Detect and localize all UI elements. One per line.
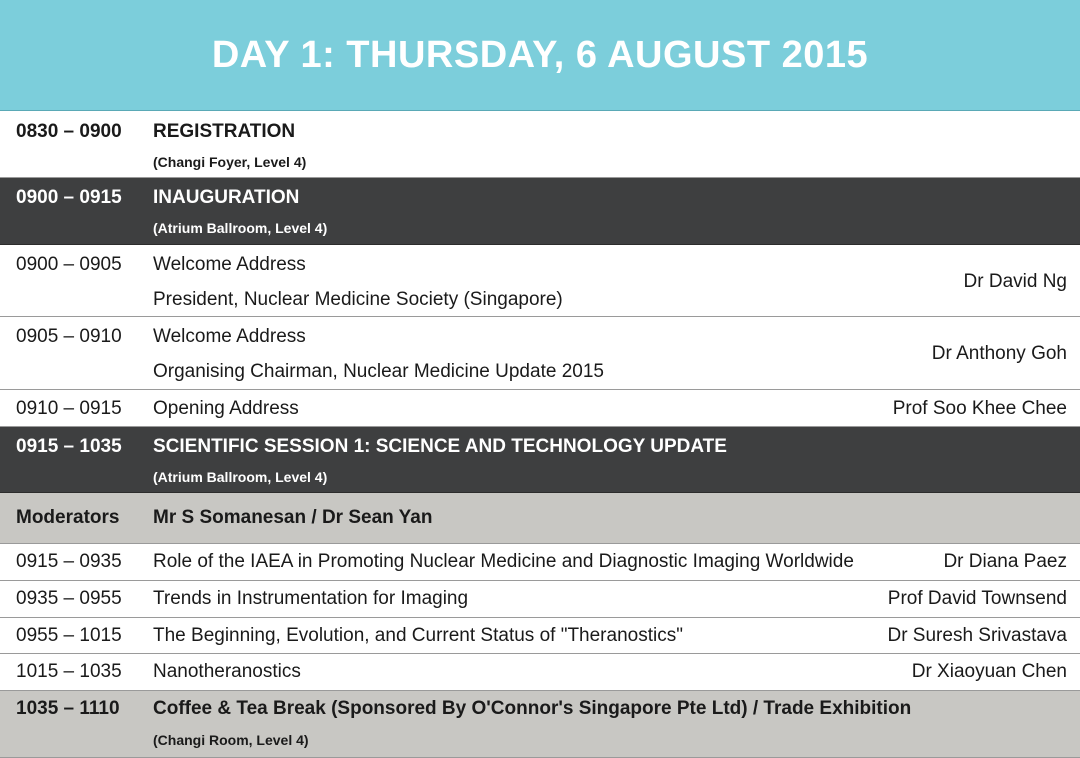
row-speaker: Dr Suresh Srivastava (887, 625, 1067, 646)
schedule-row-session-1 (0, 427, 1080, 493)
row-title: SCIENTIFIC SESSION 1: SCIENCE AND TECHNOLOGY UPDATE (153, 436, 727, 457)
schedule-row-welcome-1 (0, 245, 1080, 317)
row-time: 0900 – 0905 (16, 254, 122, 275)
schedule-row-inauguration (0, 178, 1080, 245)
row-speaker: Dr Xiaoyuan Chen (911, 661, 1067, 682)
row-title: Welcome Address (153, 254, 306, 275)
row-speaker: Dr Anthony Goh (931, 343, 1067, 364)
schedule-row-moderators (0, 493, 1080, 544)
day-title: DAY 1: THURSDAY, 6 AUGUST 2015 (211, 33, 869, 76)
schedule-row-opening (0, 390, 1080, 427)
row-speaker: Dr David Ng (963, 271, 1067, 292)
row-title: REGISTRATION (153, 121, 296, 142)
row-moderators: Mr S Somanesan / Dr Sean Yan (153, 507, 433, 528)
row-time: 0910 – 0915 (16, 398, 122, 419)
row-title: Role of the IAEA in Promoting Nuclear Medicine and Diagnostic Imaging Worldwide (153, 551, 854, 572)
row-venue: (Changi Room, Level 4) (153, 732, 309, 748)
row-time: 0900 – 0915 (16, 187, 122, 208)
programme-header (0, 0, 1080, 111)
row-title: Nanotheranostics (153, 661, 301, 682)
row-time: 0915 – 1035 (16, 436, 122, 457)
row-role: Organising Chairman, Nuclear Medicine Update 2015 (153, 361, 604, 382)
schedule-row-talk-1 (0, 544, 1080, 581)
row-title: Welcome Address (153, 326, 306, 347)
row-title: Trends in Instrumentation for Imaging (153, 588, 469, 609)
schedule-row-coffee-break (0, 691, 1080, 758)
row-speaker: Prof David Townsend (887, 588, 1067, 609)
row-time: 0915 – 0935 (16, 551, 122, 572)
row-title: INAUGURATION (153, 187, 300, 208)
row-speaker: Dr Diana Paez (943, 551, 1067, 572)
row-time: 1035 – 1110 (16, 698, 120, 719)
row-time: 0905 – 0910 (16, 326, 122, 347)
schedule-row-registration (0, 111, 1080, 178)
row-title: Coffee & Tea Break (Sponsored By O'Connor's Singapore Pte Ltd) / Trade Exhibition (153, 698, 912, 719)
row-title: Opening Address (153, 398, 299, 419)
row-label: Moderators (16, 507, 120, 528)
row-venue: (Atrium Ballroom, Level 4) (153, 220, 328, 236)
row-time: 0935 – 0955 (16, 588, 122, 609)
row-role: President, Nuclear Medicine Society (Singapore) (153, 289, 563, 310)
row-venue: (Changi Foyer, Level 4) (153, 154, 307, 170)
row-title: The Beginning, Evolution, and Current Status of "Theranostics" (153, 625, 683, 646)
schedule-row-talk-3 (0, 618, 1080, 654)
schedule-row-welcome-2 (0, 317, 1080, 390)
row-speaker: Prof Soo Khee Chee (892, 398, 1067, 419)
schedule-row-talk-4 (0, 654, 1080, 691)
row-time: 1015 – 1035 (16, 661, 122, 682)
row-time: 0830 – 0900 (16, 121, 122, 142)
row-time: 0955 – 1015 (16, 625, 122, 646)
row-venue: (Atrium Ballroom, Level 4) (153, 469, 328, 485)
schedule-row-talk-2 (0, 581, 1080, 618)
